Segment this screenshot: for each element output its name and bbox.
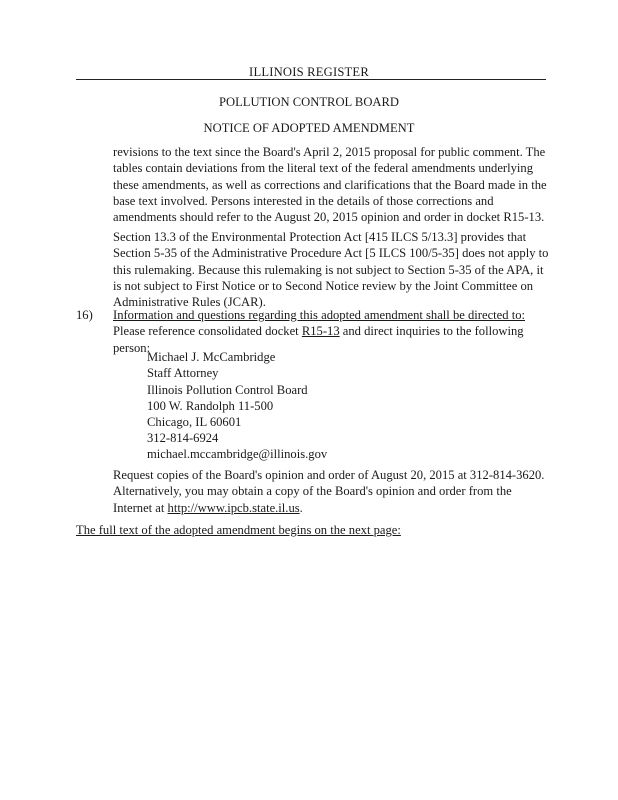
- contact-organization: Illinois Pollution Control Board: [147, 382, 308, 397]
- board-website-link[interactable]: http://www.ipcb.state.il.us: [167, 500, 300, 515]
- header-rule: [76, 79, 546, 80]
- contact-address-line2: Chicago, IL 60601: [147, 415, 242, 430]
- item-number: 16): [76, 308, 93, 322]
- information-text-end: and direct inquiries to the following person:: [113, 324, 524, 355]
- contact-email[interactable]: michael.mccambridge@illinois.gov: [147, 447, 328, 462]
- contact-title: Staff Attorney: [147, 366, 219, 381]
- contact-address-line1: 100 W. Randolph 11-500: [147, 398, 274, 413]
- notice-title: NOTICE OF ADOPTED AMENDMENT: [203, 121, 415, 135]
- information-text: Please reference consolidated docket: [113, 324, 302, 339]
- paragraph-request-copies: [113, 467, 553, 516]
- docket-number: R15-13: [301, 324, 340, 339]
- request-copies-text: Request copies of the Board's opinion and order of August 20, 2015 at 312-814-3620. Alternatively, you may obtain a copy of the Board's opinion and order from the Internet at: [113, 468, 545, 515]
- information-heading: Information and questions regarding this adopted amendment shall be directed to:: [113, 308, 525, 322]
- contact-details: [147, 430, 327, 463]
- agency-name: POLLUTION CONTROL BOARD: [218, 95, 400, 109]
- closing-statement: The full text of the adopted amendment begins on the next page:: [76, 523, 401, 537]
- register-title: ILLINOIS REGISTER: [249, 65, 369, 79]
- contact-name: Michael J. McCambridge: [147, 350, 276, 364]
- paragraph-revisions: revisions to the text since the Board's April 2, 2015 proposal for public comment. The tables contain deviations from the literal text of the federal amendments underlying these amendments, as well as corrections and clarifications that the Board made in the base text involved. Persons interested in the details of those corrections and amendments should refer to the August 20, 2015 opinion and order in docket R15-13.: [113, 145, 547, 225]
- contact-phone: 312-814-6924: [147, 431, 219, 445]
- request-copies-end: .: [299, 500, 303, 515]
- paragraph-section-13-3: Section 13.3 of the Environmental Protection Act [415 ILCS 5/13.3] provides that Section 5-35 of the Administrative Procedure Act [5 ILCS 100/5-35] does not apply to this rulemaking. Because this rulemaking is not subject to Section 5-35 of the APA, it is not subject to First Notice or to Second Notice review by the Joint Committee on Administrative Rules (JCAR).: [113, 230, 549, 310]
- contact-block: [147, 349, 308, 430]
